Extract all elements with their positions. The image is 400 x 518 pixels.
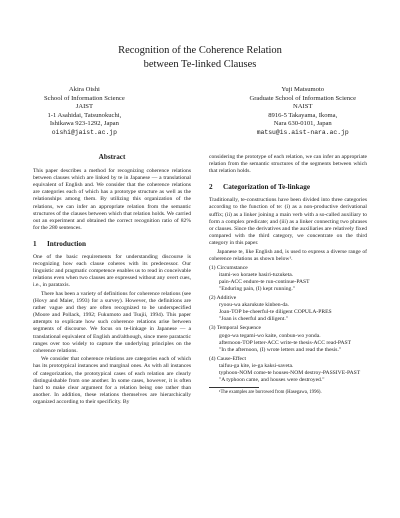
section-title: Introduction [47, 239, 87, 248]
paragraph: Japanese te, like English and, is used to express a diverse range of coherence relations as shown below¹. [209, 248, 367, 262]
example-line: gogo-wa tegami-wo kaite, conbun-wo yonda. [219, 332, 321, 339]
author-address-2: Nara 630-0101, Japan [273, 120, 332, 128]
example-line: Joan-TOP be-cheerful-te diligent COPULA-PRES [219, 309, 332, 316]
title-line-1: Recognition of the Coherence Relation [118, 45, 282, 56]
footnote-divider [209, 387, 259, 388]
example-2 [209, 295, 367, 323]
author-address-1: 8916-5 Takayama, Ikoma, [268, 111, 338, 119]
example-line: taifuu-ga kite, ie-ga kaksi-saveta. [219, 362, 294, 369]
example-line: afternoon-TOP letter-ACC write-te thesis-ACC read-PAST [219, 339, 352, 346]
example-line: itami-wo koraete hasiri-tuzuketa. [219, 271, 294, 278]
example-line: "In the afternoon, (I) wrote letters and read the thesis." [219, 346, 342, 353]
author-institution: JAIST [75, 103, 93, 111]
paragraph: One of the basic requirements for understanding discourse is recognizing how each clause coheres with its predecessor. Our linguistic and pragmatic competence enables us to read in conceivable relations even when two clauses are expressed without any overt cues, i.e., in parataxis. [33, 254, 191, 289]
example-heading: (2) Additive [209, 295, 237, 302]
section-number: 1 [33, 239, 37, 248]
example-heading: (3) Temporal Sequence [209, 325, 262, 332]
example-line: typhoon-NOM come-te houses-NOM destroy-PASSIVE-PAST [219, 370, 361, 377]
left-column [33, 154, 191, 408]
author-address-1: 1-1 Asahidai, Tatsunokuchi, [47, 111, 122, 119]
author-2 [249, 86, 356, 138]
author-email[interactable]: oishi@jaist.ac.jp [51, 128, 117, 136]
example-heading: (4) Cause-Effect [209, 355, 247, 362]
section-2-heading [209, 184, 367, 191]
author-email[interactable]: matsu@is.aist-nara.ac.jp [256, 128, 349, 136]
title-line-2: between Te-linked Clauses [143, 59, 257, 70]
right-column [209, 154, 367, 396]
paragraph: Traditionally, te-constructions have been divided into three categories according to the function of te: (i) as a non-productive derivational suffix; (ii) as a linker joining a main verb with a so-called auxiliary to form a complex predicate; and (iii) as a linker connecting two phrases or clauses. Since the derivatives and the auxiliaries are relatively fixed compared with the third category, we concentrate on the third category in this paper. [209, 197, 367, 246]
author-address-2: Ishikawa 923-1292, Japan [49, 120, 119, 128]
example-line: pain-ACC endure-te run-continue-PAST [219, 278, 310, 285]
paragraph: There has been a variety of definitions for coherence relations (see (Hovy and Maier, 1993) for a survey). However, the definitions are rather vague and they are often recognized to be underspecified (Moore and Pollack, 1992; Fukumoto and Tsujii, 1994). This paper attempts to explicate how such coherence relations arise between segments of discourse. We focus on te-linkage in Japanese — a translational equivalent of English and/although, since mere paratactic ranges over too widely to capture the underlying principles on the coherence relations. [33, 291, 191, 354]
section-title: Categorization of Te-linkage [223, 183, 311, 192]
author-affiliation: Graduate School of Information Science [249, 94, 356, 102]
author-name: Yuji Matsumoto [281, 86, 325, 93]
example-4 [209, 356, 367, 384]
author-1 [44, 86, 125, 138]
abstract-text: This paper describes a method for recognizing coherence relations between clauses which are linked by te in Japanese — a translational equivalent of English and. We consider that the coherence relations are categories each of which has a prototype structure as well as the relationships among them. By utilizing this organization of the relations, we can infer an appropriate relation from the semantic structures of the clauses between which that relation holds. We carried out an experiment and obtained the correct recognition ratio of 82% for the 280 sentences. [33, 168, 191, 231]
footnote: ¹The examples are borrowed from (Hasegawa, 1996). [219, 390, 322, 396]
paragraph: considering the prototype of each relation, we can infer an appropriate relation from the semantic structures of the segments between which that relation holds. [209, 154, 367, 175]
author-block [44, 86, 356, 138]
example-line: "Joan is cheerful and diligent." [219, 316, 289, 323]
section-number: 2 [209, 183, 213, 192]
section-1-heading [33, 241, 191, 248]
paragraph: We consider that coherence relations are categories each of which has its prototypical instances and marginal ones. As with all instances of categorization, the prototypical cases of each relation are clearly distinguishable from one another. In some cases, however, it is often hard to make clear argument for a relation being one rather than another. In addition, these relations themselves are hierarchically organized according to their specificity. By [33, 356, 191, 405]
example-line: "A typhoon came, and houses were destroyed." [219, 377, 325, 384]
example-line: ryoou-wa akarukute kinben-da. [219, 302, 290, 309]
author-name: Akira Oishi [68, 86, 100, 93]
example-line: "Enduring pain, (I) kept running." [219, 286, 296, 292]
abstract-heading: Abstract [98, 153, 126, 161]
example-heading: (1) Circumstance [209, 264, 248, 271]
example-1 [209, 265, 367, 293]
author-affiliation: School of Information Science [44, 94, 125, 102]
example-3 [209, 325, 367, 353]
author-institution: NAIST [293, 103, 313, 111]
paper-title [0, 44, 400, 72]
